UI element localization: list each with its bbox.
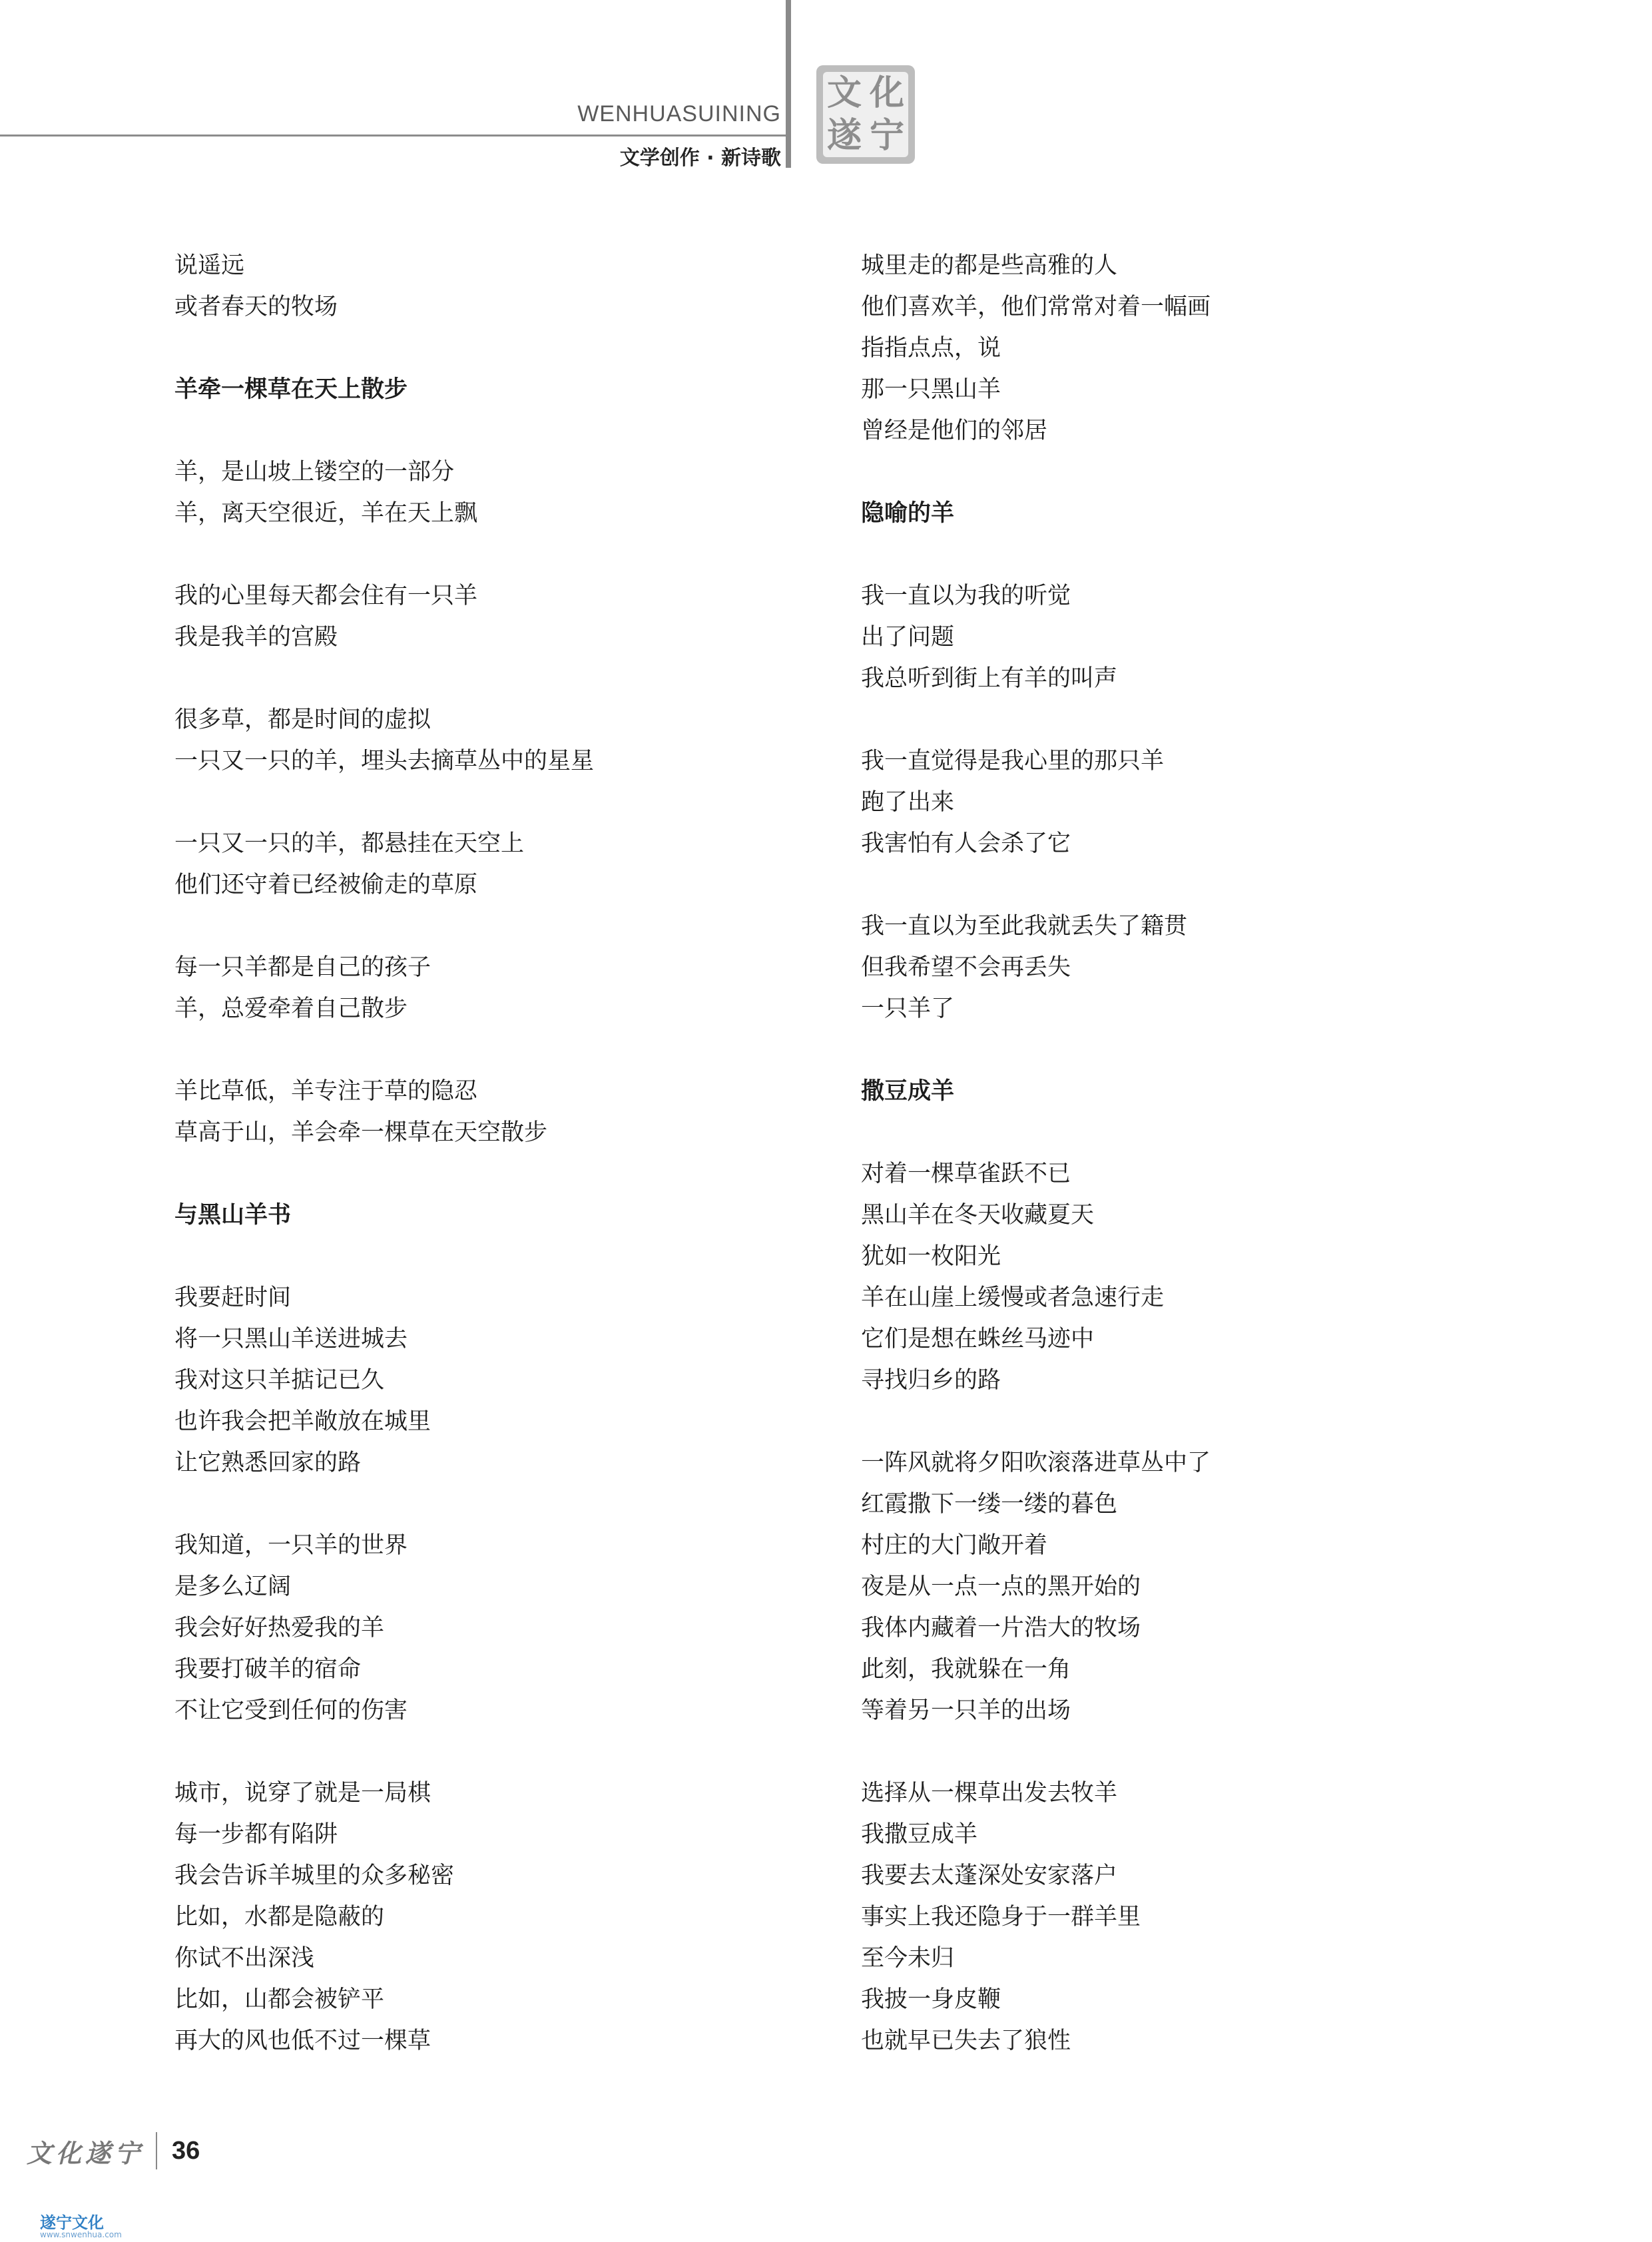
poem-line: 让它熟悉回家的路 — [174, 1450, 362, 1476]
poem-line: 草高于山，羊会牵一棵草在天空散步 — [174, 1119, 548, 1146]
header-divider — [786, 0, 791, 168]
poem-line: 说遥远 — [174, 252, 245, 279]
stanza-gap — [174, 534, 840, 575]
watermark-logo — [40, 2209, 122, 2239]
footer-separator — [156, 2132, 157, 2169]
poem-line: 我体内藏着一片浩大的牧场 — [861, 1615, 1141, 1641]
poem-line: 我是我羊的宫殿 — [174, 624, 338, 651]
poem-line: 城里走的都是些高雅的人 — [861, 252, 1118, 279]
poem-line: 黑山羊在冬天收藏夏天 — [861, 1202, 1095, 1229]
poem-line: 它们是想在蛛丝马迹中 — [861, 1326, 1095, 1352]
poem-column-left — [174, 245, 840, 2062]
poem-line: 比如，水都是隐蔽的 — [174, 1904, 385, 1930]
poem-line: 羊，离天空很近，羊在天上飘 — [174, 500, 478, 527]
poem-line: 那一只黑山羊 — [861, 376, 1001, 403]
header-rule — [0, 135, 786, 137]
poem-line: 他们喜欢羊，他们常常对着一幅画 — [861, 294, 1211, 320]
stanza-gap — [174, 1731, 840, 1773]
stanza-gap — [174, 1029, 840, 1071]
poem-line: 也许我会把羊敞放在城里 — [174, 1408, 431, 1435]
poem-line: 我披一身皮鞭 — [861, 1986, 1001, 2013]
poem-line: 我会好好热爱我的羊 — [174, 1615, 385, 1641]
poem-line: 也就早已失去了狼性 — [861, 2028, 1071, 2054]
logo-char: 遂 — [826, 115, 862, 156]
poem-line: 一阵风就将夕阳吹滚落进草丛中了 — [861, 1450, 1211, 1476]
poem-line: 一只又一只的羊，都悬挂在天空上 — [174, 830, 525, 857]
page-number: 36 — [172, 2136, 200, 2165]
poem-line: 羊，是山坡上镂空的一部分 — [174, 459, 455, 485]
stanza-gap — [174, 410, 840, 451]
poem-line: 跑了出来 — [861, 789, 955, 816]
poem-line: 我要打破羊的宿命 — [174, 1656, 362, 1683]
stanza-gap — [861, 699, 1527, 740]
poem-title: 羊牵一棵草在天上散步 — [174, 376, 408, 403]
poem-line: 很多草，都是时间的虚拟 — [174, 706, 431, 733]
poem-line: 他们还守着已经被偷走的草原 — [174, 872, 478, 898]
poem-column-right — [861, 245, 1527, 2062]
stanza-gap — [174, 1484, 840, 1525]
section-label: 文学创作 · 新诗歌 — [619, 146, 781, 170]
poem-line: 指指点点，说 — [861, 335, 1001, 362]
poem-line: 等着另一只羊的出场 — [861, 1697, 1071, 1724]
poem-line: 我要去太蓬深处安家落户 — [861, 1862, 1118, 1889]
watermark-url: www.snwenhua.com — [40, 2230, 122, 2239]
poem-line: 事实上我还隐身于一群羊里 — [861, 1904, 1141, 1930]
poem-line: 不让它受到任何的伤害 — [174, 1697, 408, 1724]
poem-line: 将一只黑山羊送进城去 — [174, 1326, 408, 1352]
poem-line: 我要赶时间 — [174, 1284, 292, 1311]
magazine-name-en: WENHUASUINING — [577, 101, 781, 127]
stanza-gap — [861, 1401, 1527, 1442]
poem-line: 我一直觉得是我心里的那只羊 — [861, 748, 1165, 774]
logo-char: 宁 — [869, 115, 904, 156]
poem-line: 我一直以为至此我就丢失了籍贯 — [861, 913, 1188, 940]
page-footer — [27, 2131, 200, 2171]
poem-line: 我害怕有人会杀了它 — [861, 830, 1071, 857]
poem-line: 每一步都有陷阱 — [174, 1821, 338, 1848]
stanza-gap — [174, 782, 840, 823]
poem-title: 隐喻的羊 — [861, 500, 955, 527]
magazine-logo-seal — [816, 65, 915, 164]
poem-line: 出了问题 — [861, 624, 955, 651]
stanza-gap — [861, 1731, 1527, 1773]
logo-characters — [823, 72, 908, 157]
poem-line: 比如，山都会被铲平 — [174, 1986, 385, 2013]
poem-line: 选择从一棵草出发去牧羊 — [861, 1780, 1118, 1807]
poem-line: 犹如一枚阳光 — [861, 1243, 1001, 1270]
stanza-gap — [174, 1236, 840, 1277]
footer-magazine-name: 文化遂宁 — [27, 2137, 144, 2168]
poem-line: 对着一棵草雀跃不已 — [861, 1161, 1071, 1187]
poem-line: 至今未归 — [861, 1945, 955, 1972]
poem-line: 我的心里每天都会住有一只羊 — [174, 583, 478, 609]
stanza-gap — [174, 906, 840, 947]
poem-line: 城市，说穿了就是一局棋 — [174, 1780, 431, 1807]
poem-title: 与黑山羊书 — [174, 1202, 292, 1229]
poem-title: 撒豆成羊 — [861, 1078, 955, 1105]
poem-line: 再大的风也低不过一棵草 — [174, 2028, 431, 2054]
poem-line: 每一只羊都是自己的孩子 — [174, 954, 431, 981]
poem-line: 羊在山崖上缓慢或者急速行走 — [861, 1284, 1165, 1311]
poem-line: 红霞撒下一缕一缕的暮色 — [861, 1491, 1118, 1518]
poem-line: 或者春天的牧场 — [174, 294, 338, 320]
poem-line: 我一直以为我的听觉 — [861, 583, 1071, 609]
poem-line: 是多么辽阔 — [174, 1573, 292, 1600]
stanza-gap — [174, 1153, 840, 1195]
poem-line: 羊，总爱牵着自己散步 — [174, 995, 408, 1022]
poem-line: 曾经是他们的邻居 — [861, 418, 1048, 444]
poem-line: 但我希望不会再丢失 — [861, 954, 1071, 981]
stanza-gap — [861, 1112, 1527, 1153]
poem-line: 夜是从一点一点的黑开始的 — [861, 1573, 1141, 1600]
stanza-gap — [174, 658, 840, 699]
poem-line: 一只又一只的羊，埋头去摘草丛中的星星 — [174, 748, 595, 774]
stanza-gap — [861, 534, 1527, 575]
poem-line: 我总听到街上有羊的叫声 — [861, 665, 1118, 692]
poem-line: 寻找归乡的路 — [861, 1367, 1001, 1394]
logo-char: 文 — [826, 73, 862, 113]
poem-line: 我撒豆成羊 — [861, 1821, 978, 1848]
stanza-gap — [861, 451, 1527, 493]
poem-line: 我会告诉羊城里的众多秘密 — [174, 1862, 455, 1889]
poem-line: 此刻，我就躲在一角 — [861, 1656, 1071, 1683]
poem-line: 一只羊了 — [861, 995, 955, 1022]
stanza-gap — [861, 864, 1527, 906]
poem-line: 我知道，一只羊的世界 — [174, 1532, 408, 1559]
poem-line: 村庄的大门敞开着 — [861, 1532, 1048, 1559]
stanza-gap — [861, 1029, 1527, 1071]
poem-line: 羊比草低，羊专注于草的隐忍 — [174, 1078, 478, 1105]
poem-line: 我对这只羊掂记已久 — [174, 1367, 385, 1394]
stanza-gap — [174, 328, 840, 369]
logo-char: 化 — [869, 73, 904, 113]
watermark-text: 遂宁文化 — [40, 2213, 104, 2232]
poem-line: 你试不出深浅 — [174, 1945, 315, 1972]
